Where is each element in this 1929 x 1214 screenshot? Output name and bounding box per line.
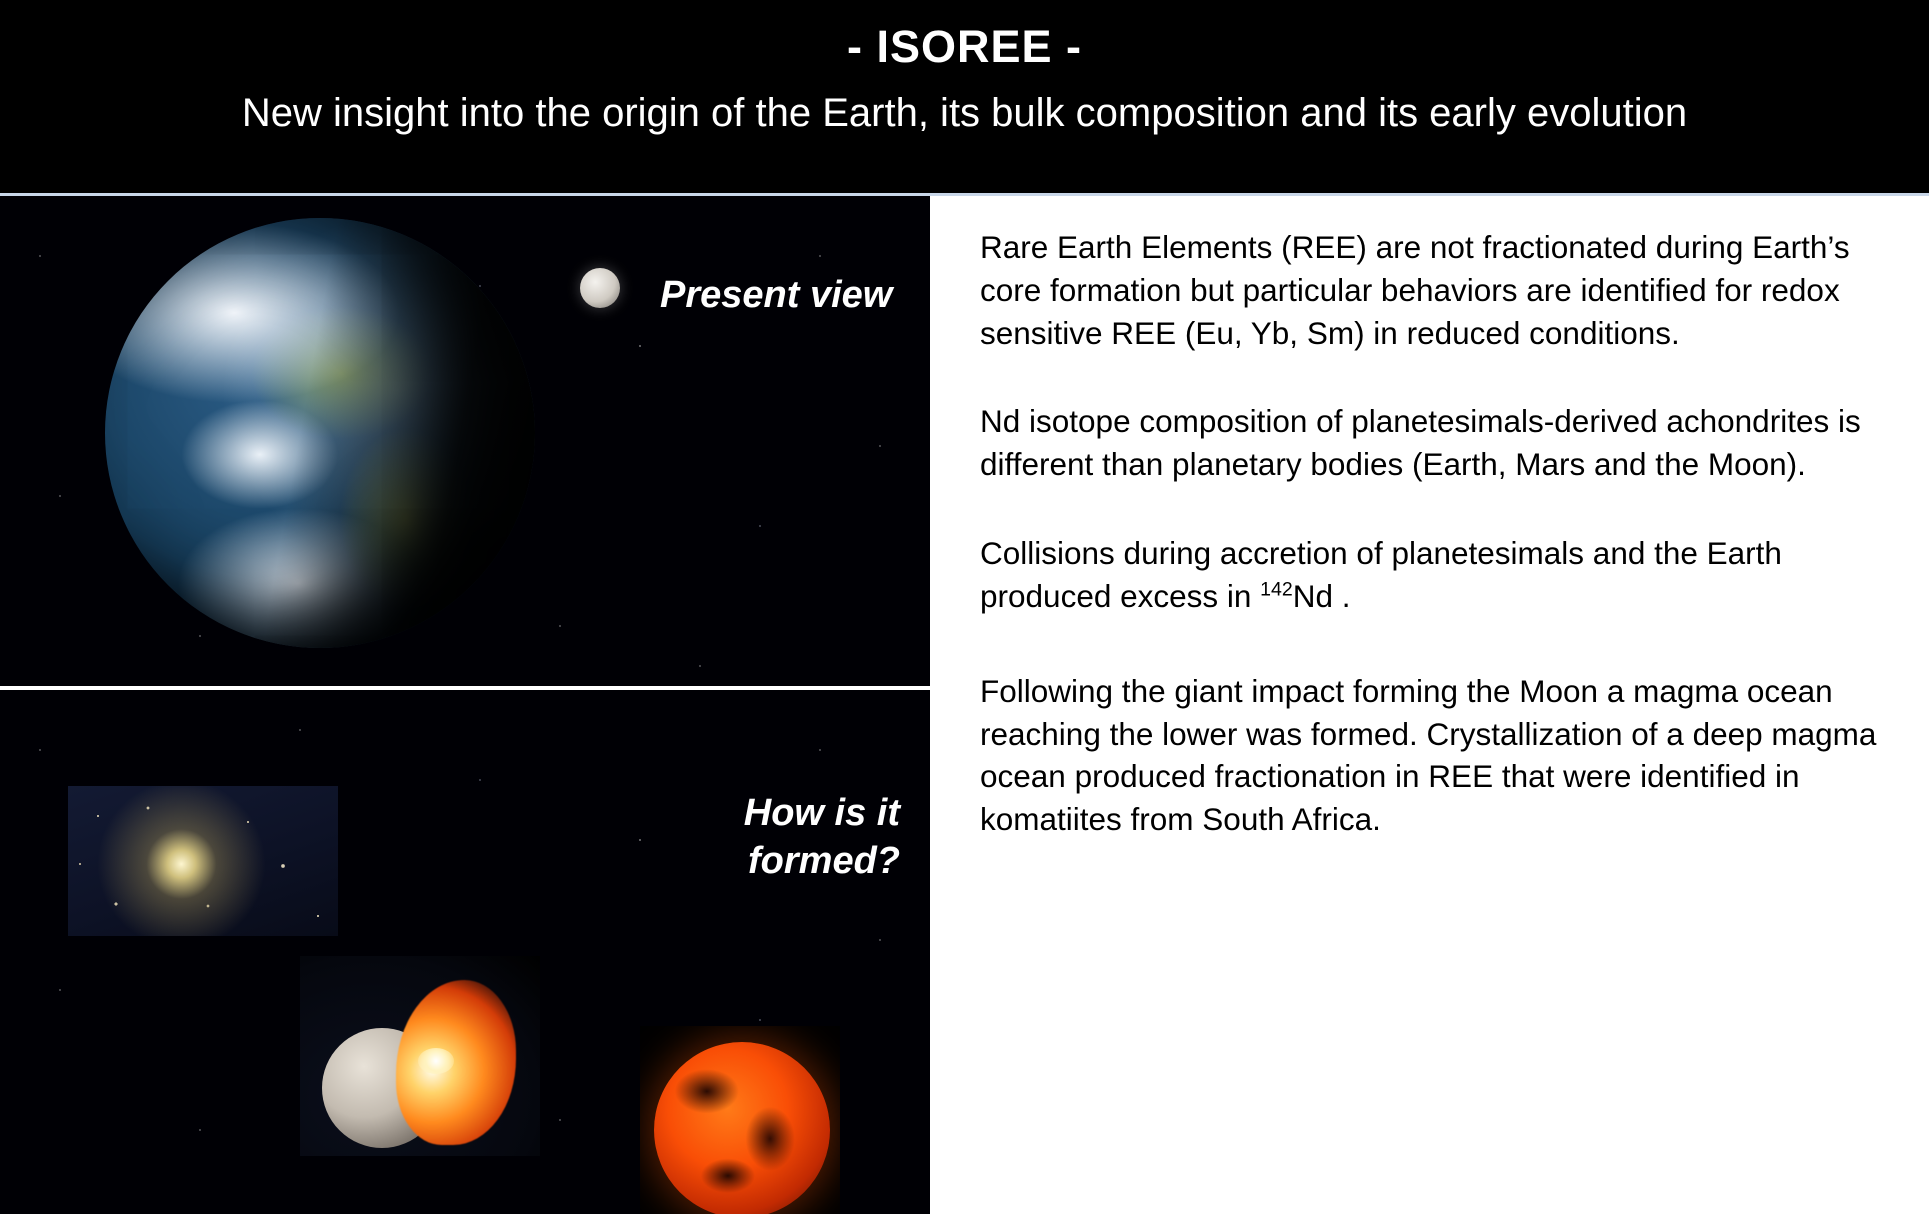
caption-present-view: Present view	[660, 274, 893, 316]
accretion-disc-icon	[68, 786, 338, 936]
panel-present-view	[0, 196, 934, 690]
nd-element-symbol: Nd	[1292, 577, 1334, 614]
paragraph-magma-ocean: Following the giant impact forming the Moon a magma ocean reaching the lower was formed. Crystallization of a deep magma ocean produced fractionation in REE that were identified in komatiites from South Africa.	[980, 672, 1877, 838]
image-column	[0, 196, 934, 1214]
earth-globe-icon	[105, 218, 535, 648]
panel-formation	[0, 690, 934, 1214]
earth-terminator-shadow	[105, 218, 535, 648]
collision-text-before: Collisions during accretion of planetesimals and the Earth produced excess in	[980, 535, 1782, 614]
giant-impact-icon	[300, 956, 540, 1156]
nd-mass-number: 142	[1260, 578, 1293, 601]
impact-plume	[396, 980, 516, 1145]
moon-icon	[580, 268, 620, 308]
caption-how-formed: How is it formed?	[743, 792, 900, 882]
molten-planet-body	[654, 1042, 830, 1214]
paragraph-collisions	[980, 532, 1883, 618]
impact-flash	[418, 1048, 454, 1074]
page-title: - ISOREE -	[846, 21, 1083, 72]
molten-planet-icon	[640, 1026, 840, 1214]
collision-text-after: .	[1333, 577, 1351, 614]
page-subtitle: New insight into the origin of the Earth, its bulk composition and its early evolution	[241, 90, 1688, 135]
paragraph-ree: Rare Earth Elements (REE) are not fractionated during Earth’s core formation but particular behaviors are identified for redox sensitive REE (Eu, Yb, Sm) in reduced conditions.	[980, 229, 1850, 351]
paragraph-nd-isotopes: Nd isotope composition of planetesimals-derived achondrites is different than planetary bodies (Earth, Mars and the Moon).	[980, 403, 1861, 483]
header-banner	[0, 0, 1929, 196]
text-column	[934, 196, 1929, 1214]
